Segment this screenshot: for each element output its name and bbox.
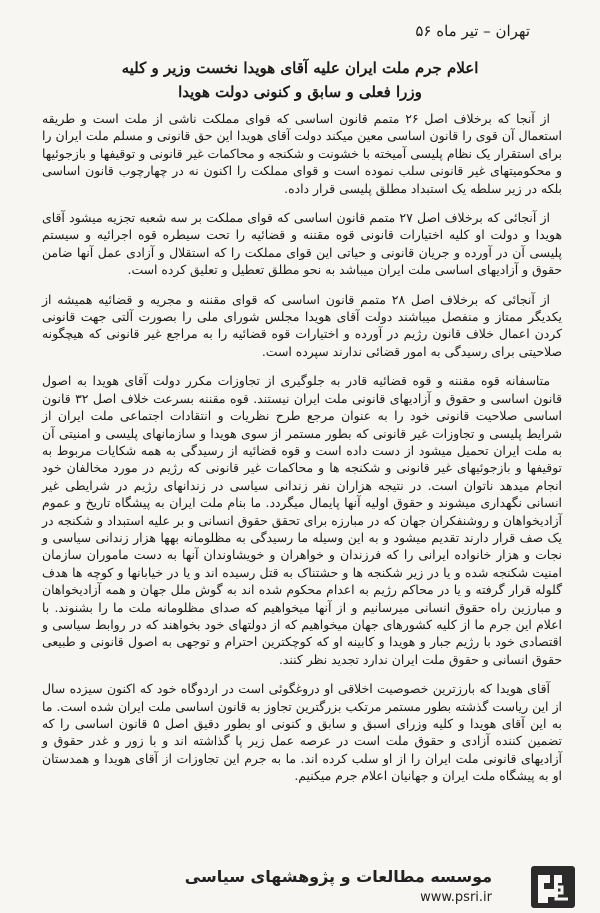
document-title	[0, 56, 600, 104]
document-body	[42, 110, 562, 797]
footer-watermark	[0, 863, 600, 913]
title-line-1: اعلام جرم ملت ایران علیه آقای هویدا نخست وزیر و کلیه	[121, 59, 479, 77]
institute-logo-icon	[530, 865, 576, 909]
title-line-2: وزرا فعلی و سابق و کنونی دولت هویدا	[178, 83, 422, 101]
paragraph-2: از آنجائی که برخلاف اصل ۲۷ متمم قانون اساسی که قوای مملکت بر سه شعبه تجزیه میشود آقای هویدا و دولت او کلیه اختیارات قانونی قوه مقننه و قضائیه را تحت سیطره قوه اجرائیه و سیستم پلیسی آن در آورده و جریان قانونی و حیاتی این قوای مملکت را که استقلال و آزادی عمل آنها ضامن حقوق و آزادیهای اساسی ملت ایران میباشد به نحو مطلق تعطیل و تعلیق کرده است.	[42, 210, 562, 278]
footer-url: www.psri.ir	[420, 890, 492, 905]
paragraph-5: آقای هویدا که بارزترین خصوصیت اخلاقی او دروغگوئی است در اردوگاه خود که اکنون سیزده سال از این ریاست گذشته بطور مستمر مرتکب بزرگترین تجاوز به قانون اساسی ملت ایران شده است. ما به این آقای هویدا و کلیه وزرای اسبق و سابق و کنونی او بطور دقیق اصل ۵ قانون اساسی را که تضمین کننده آزادی و حقوق ملت است در عرصه عمل زیر پا گذاشته اند و با زور و غدر حقوق و آزادیهای قانونی ملت ایران را از او سلب کرده اند. ما به جرم این تجاوزات از آقای هویدا و همدستان او به پیشگاه ملت ایران و جهانیان اعلام جرم میکنیم.	[42, 681, 562, 784]
footer-org-name: موسسه مطالعات و پژوهشهای سیاسی	[184, 867, 492, 886]
paragraph-1: از آنجا که برخلاف اصل ۲۶ متمم قانون اساسی که قوای مملکت ناشی از ملت است و طریقه استعمال آن قوی را قانون اساسی معین میکند دولت آقای هویدا این حق قانونی و مسلم ملت ایران را برای استقرار یک نظام پلیسی آمیخته با خشونت و شکنجه و محاکمات غیر قانونی و توقیفها و بازجوئیها و محکومیتهای غیر قانونی سلب نموده است و قوای مملکت را اکنون نه در چهارچوب قانون اساسی بلکه در زیر سلطه یک استبداد مطلق پلیسی قرار داده.	[42, 111, 562, 196]
paragraph-3: از آنجائی که برخلاف اصل ۲۸ متمم قانون اساسی که قوای مقننه و مجریه و قضائیه همیشه از یکدیگر ممتاز و منفصل میباشند دولت آقای هویدا مجلس شورای ملی را بصورت آلتی جهت قانونی کردن اعمال خلاف قانون رژیم در آورده و اختیارات قوه قضائیه را به مراجع غیر قانونی که هیچگونه صلاحیتی برای رسیدگی به امور قضائی ندارند سپرده است.	[42, 291, 562, 359]
paragraph-4: متاسفانه قوه مقننه و قوه قضائیه قادر به جلوگیری از تجاوزات مکرر دولت آقای هویدا به اصول قانون اساسی و حقوق و آزادیهای قانونی ملت ایران نیستند. قوه مقننه بسرعت خلاف اصل ۳۲ قانون اساسی صلاحیت قانونی خود را به عنوان مرجع طرح نظریات و انتقادات اجتماعی ملت ایران از شرایط پلیسی و تجاوزات غیر قانونی که بطور مستمر از سوی هویدا و سازمانهای پلیسی و امنیتی آن به ملت ایران تحمیل میشود از دست داده است و قوه قضائیه از رسیدگی به همه شکایات مربوط به توقیفها و بازجوئیهای غیر قانونی و شکنجه ها و محاکمات غیر قانونی که رژیم در مورد مخالفان خود انجام میدهد ناتوان است. در نتیجه هزاران نفر زندانی سیاسی در زندانهای رژیم در شرایطی غیر انسانی نگهداری میشوند و حقوق اولیه آنها پایمال میگردد. ما بنام ملت ایران به پیشگاه تاریخ و عموم آزادیخواهان و روشنفکران جهان که در مبارزه برای تحقق حقوق انسانی و بر علیه استبداد و شکنجه در یک صف قرار دارند تقدیم میشود و به این وسیله ما رسیدگی به مظلومانه بهها هزار زندانی سیاسی و نجات و هزار خانواده ایرانی را که فرزندان و خواهران و خویشاوندان آنها به دست ماموران سازمان امنیت شکنجه شده و یا در زیر شکنجه ها و حشتناک به قتل رسیده اند و یا در خیابانها و کوچه ها هدف گلوله قرار گرفته و یا در محاکم رژیم به اعدام محکوم شده اند به گوش ملل جهان و همه آزادیخواهان و مبارزین راه حقوق انسانی میرسانیم و از آنها میخواهیم که صدای مظلومانه ملت ما را بشنوند. با اعلام این جرم ما از کلیه کشورهای جهان میخواهیم که از دولتهای خود بخواهند که در روابط سیاسی و اقتصادی خود با رژیم جبار و هویدا و کابینه او که کوچکترین احترام و توجهی به اصول قانونی و طبیعی حقوق انسانی و حقوق ملت ایران ندارد تجدید نظر کنند.	[42, 373, 562, 667]
date-line: تهران – تیر ماه ۵۶	[415, 22, 530, 40]
